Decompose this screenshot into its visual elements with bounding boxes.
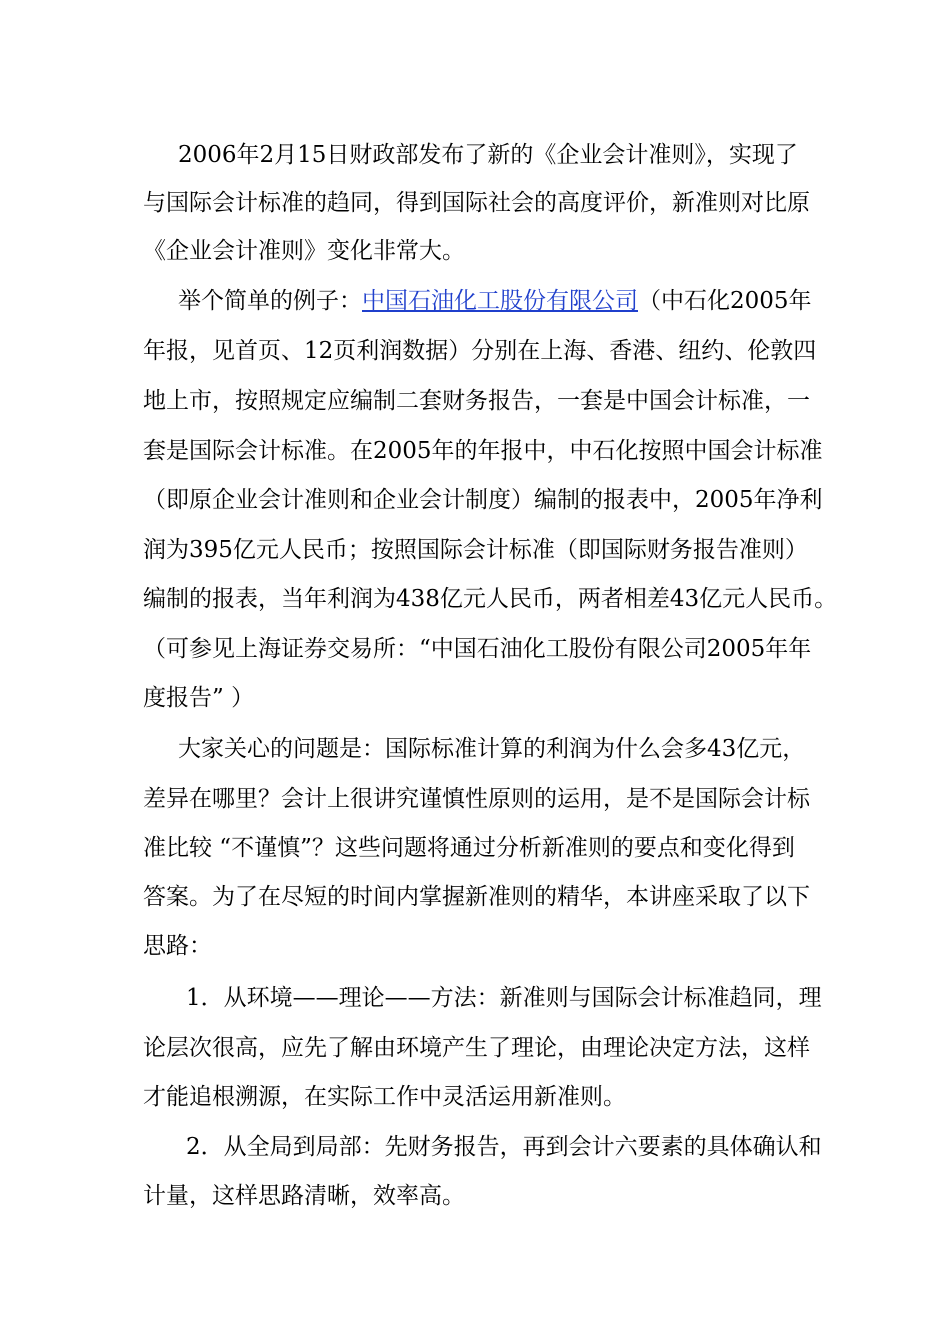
paragraph-3-line-3: 准比较 “不谨慎”？这些问题将通过分析新准则的要点和变化得到 — [143, 835, 795, 861]
paragraph-2-line-6: 润为395亿元人民币；按照国际会计标准（即国际财务报告准则） — [143, 537, 808, 563]
paragraph-4-line-3: 才能追根溯源，在实际工作中灵活运用新准则。 — [143, 1084, 626, 1110]
paragraph-2-line-7: 编制的报表，当年利润为438亿元人民币，两者相差43亿元人民币。 — [143, 586, 838, 612]
paragraph-2-line-4: 套是国际会计标准。在2005年的年报中，中石化按照中国会计标准 — [143, 438, 823, 464]
paragraph-3-line-2: 差异在哪里？会计上很讲究谨慎性原则的运用，是不是国际会计标 — [143, 786, 810, 812]
paragraph-2-line-1 — [178, 286, 812, 316]
paragraph-2-line-2: 年报，见首页、12页利润数据）分别在上海、香港、纽约、伦敦四 — [143, 338, 817, 364]
paragraph-3-line-5: 思路： — [143, 933, 212, 959]
paragraph-1-line-3: 《企业会计准则》变化非常大。 — [143, 238, 465, 264]
paragraph-5-line-1: 2．从全局到局部：先财务报告，再到会计六要素的具体确认和 — [186, 1134, 822, 1160]
company-link[interactable]: 中国石油化工股份有限公司 — [362, 288, 638, 314]
paragraph-5-line-2: 计量，这样思路清晰，效率高。 — [143, 1183, 465, 1209]
paragraph-4-line-1: 1．从环境——理论——方法：新准则与国际会计标准趋同，理 — [186, 985, 822, 1011]
paragraph-2-prefix: 举个简单的例子： — [178, 288, 362, 314]
paragraph-2-line-9: 度报告” ） — [143, 685, 255, 711]
paragraph-3-line-4: 答案。为了在尽短的时间内掌握新准则的精华，本讲座采取了以下 — [143, 884, 810, 910]
paragraph-1-line-2: 与国际会计标准的趋同，得到国际社会的高度评价，新准则对比原 — [143, 190, 810, 216]
paragraph-1-line-1: 2006年2月15日财政部发布了新的《企业会计准则》，实现了 — [178, 142, 798, 168]
paragraph-2-line-3: 地上市，按照规定应编制二套财务报告，一套是中国会计标准，一 — [143, 388, 810, 414]
paragraph-3-line-1: 大家关心的问题是：国际标准计算的利润为什么会多43亿元， — [178, 736, 806, 762]
paragraph-2-line-5: （即原企业会计准则和企业会计制度）编制的报表中，2005年净利 — [143, 487, 823, 513]
paragraph-4-line-2: 论层次很高，应先了解由环境产生了理论，由理论决定方法，这样 — [143, 1035, 810, 1061]
paragraph-2-line-8: （可参见上海证券交易所：“中国石油化工股份有限公司2005年年 — [143, 636, 812, 662]
paragraph-2-suffix: （中石化2005年 — [638, 288, 812, 314]
